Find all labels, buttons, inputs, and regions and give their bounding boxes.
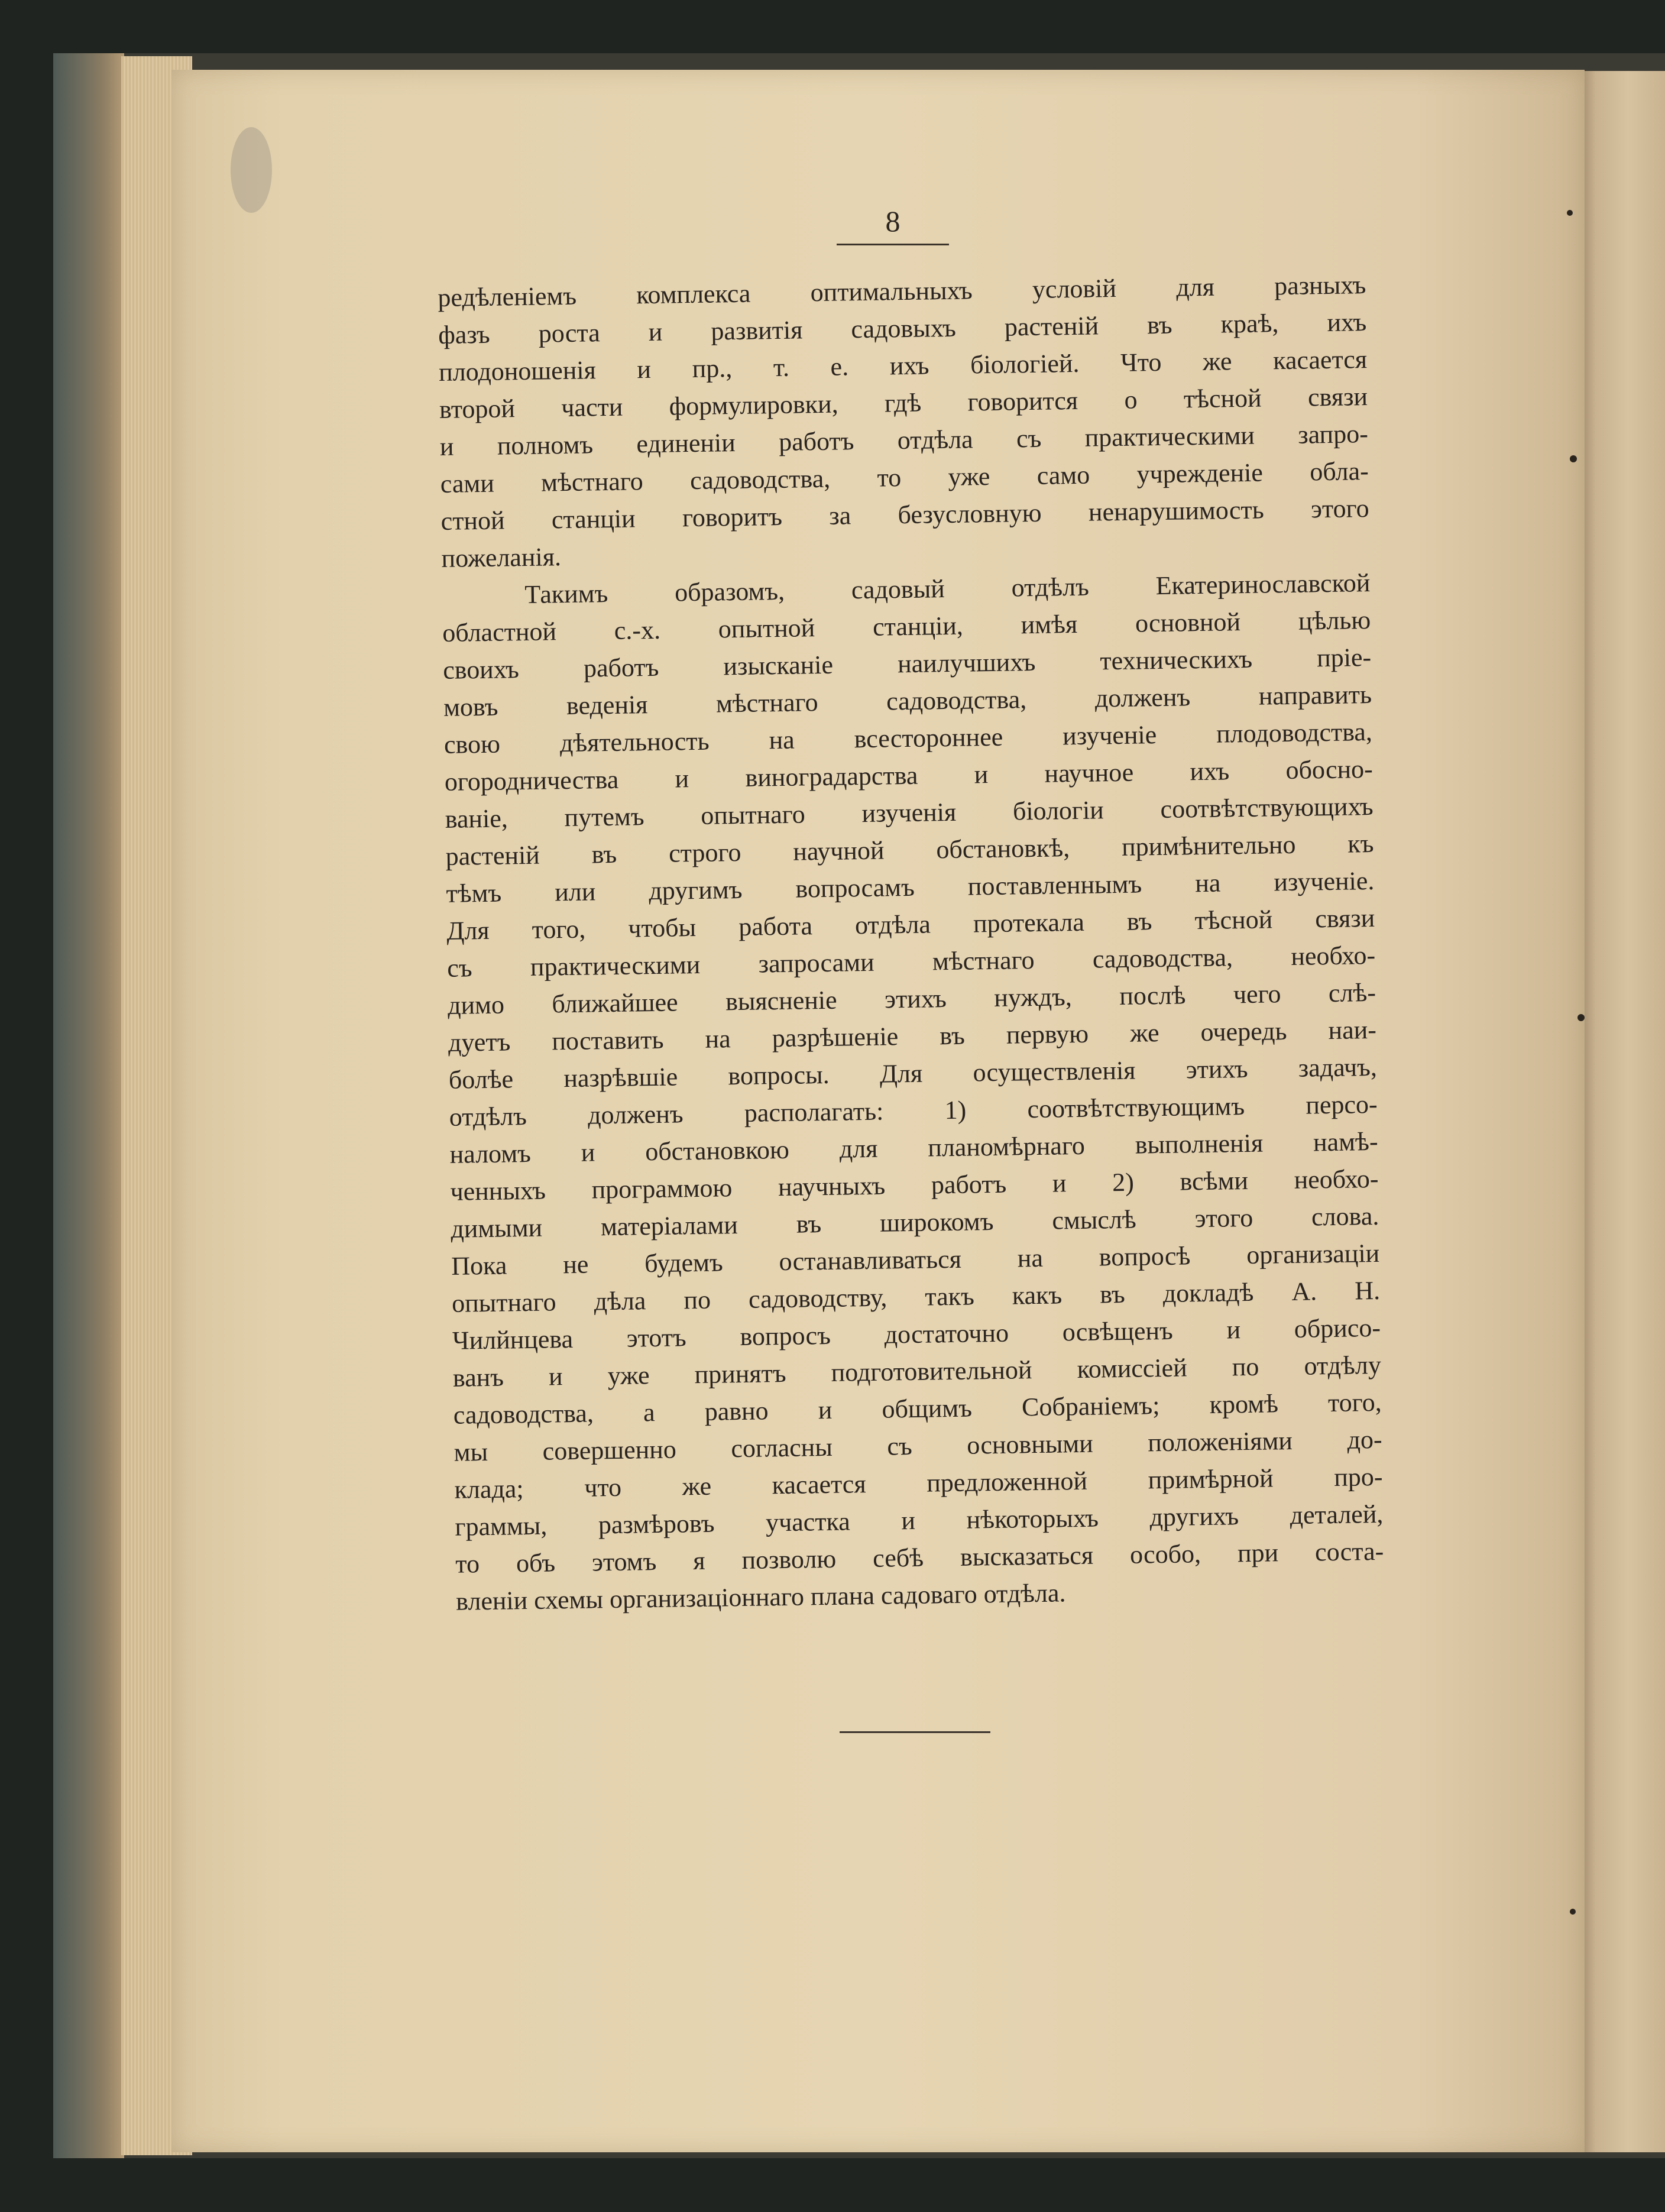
text-line: димыми матеріалами въ широкомъ смыслѣ этого слова. <box>451 1201 1379 1243</box>
text-line: второй части формулировки, гдѣ говорится о тѣсной связи <box>439 382 1368 424</box>
text-line: съ практическими запросами мѣстнаго садоводства, необхо- <box>446 940 1376 983</box>
text-line: дуетъ поставить на разрѣшеніе въ первую же очередь наи- <box>448 1015 1377 1057</box>
text-line: плодоношенія и пр., т. е. ихъ біологіей. Что же касается <box>438 345 1368 387</box>
text-line: редѣленіемъ комплекса оптимальныхъ условій для разныхъ <box>438 270 1366 312</box>
text-line: областной с.-х. опытной станціи, имѣя основной цѣлью <box>442 605 1371 647</box>
paragraph-1 <box>438 266 1370 577</box>
text-line: ваніе, путемъ опытнаго изученія біологіи соотвѣтствующихъ <box>445 791 1374 834</box>
text-line: ченныхъ программою научныхъ работъ и 2) всѣми необхо- <box>450 1164 1379 1206</box>
text-line: стной станціи говоритъ за безусловную ненарушимость этого <box>440 494 1369 536</box>
text-line: Пока не будемъ останавливаться на вопросѣ организаціи <box>451 1238 1380 1281</box>
binding-mark <box>1567 210 1573 216</box>
binding-mark <box>1577 1014 1585 1021</box>
text-line: то объ этомъ я позволю себѣ высказаться особо, при соста- <box>455 1536 1384 1579</box>
text-line: клада; что же касается предложенной примѣрной про- <box>454 1462 1383 1504</box>
text-line: вленіи схемы организаціоннаго плана садоваго отдѣла. <box>455 1578 1066 1616</box>
page-number: 8 <box>885 205 900 238</box>
facing-page-edge <box>1573 71 1665 2152</box>
header-rule <box>837 244 949 245</box>
text-line: опытнаго дѣла по садоводству, такъ какъ въ докладѣ А. Н. <box>451 1275 1381 1318</box>
text-line: и полномъ единеніи работъ отдѣла съ практическими запро- <box>439 419 1369 461</box>
text-line: свою дѣятельность на всестороннее изученіе плодоводства, <box>443 717 1373 759</box>
text-line: отдѣлъ долженъ располагать: 1) соотвѣтствующимъ персо- <box>449 1089 1378 1132</box>
text-line: мовъ веденія мѣстнаго садоводства, долженъ направить <box>443 680 1372 722</box>
paragraph-2 <box>442 564 1384 1620</box>
text-line: ванъ и уже принятъ подготовительной комиссіей по отдѣлу <box>452 1350 1382 1392</box>
text-line: наломъ и обстановкою для планомѣрнаго выполненія намѣ- <box>449 1126 1378 1169</box>
text-line: димо ближайшее выясненіе этихъ нуждъ, послѣ чего слѣ- <box>447 977 1376 1020</box>
text-line: мы совершенно согласны съ основными положеніями до- <box>453 1424 1382 1467</box>
text-line: растеній въ строго научной обстановкѣ, примѣнительно къ <box>445 828 1374 871</box>
text-line: Для того, чтобы работа отдѣла протекала въ тѣсной связи <box>446 903 1375 945</box>
text-line: своихъ работъ изысканіе наилучшихъ техническихъ пріе- <box>442 643 1372 685</box>
text-line: садоводства, а равно и общимъ Собраніемъ; кромѣ того, <box>453 1387 1382 1430</box>
text-line: Такимъ образомъ, садовый отдѣлъ Екатеринославской <box>524 568 1371 609</box>
binding-mark <box>1570 455 1577 462</box>
page-stain <box>231 127 272 213</box>
binding-mark <box>1570 1909 1576 1915</box>
text-line: граммы, размѣровъ участка и нѣкоторыхъ другихъ деталей, <box>455 1499 1384 1541</box>
book-spine-edge <box>53 53 124 2158</box>
text-line: сами мѣстнаго садоводства, то уже само учрежденіе обла- <box>440 456 1369 498</box>
text-line: тѣмъ или другимъ вопросамъ поставленнымъ на изученіе. <box>446 866 1375 908</box>
text-line: фазъ роста и развитія садовыхъ растеній въ краѣ, ихъ <box>438 307 1367 349</box>
text-line: болѣе назрѣвшіе вопросы. Для осуществленія этихъ задачъ, <box>448 1052 1378 1094</box>
text-line: огородничества и виноградарства и научное ихъ обосно- <box>444 754 1374 796</box>
text-line: пожеланія. <box>441 542 562 573</box>
text-line: Чилйнцева этотъ вопросъ достаточно освѣщенъ и обрисо- <box>452 1313 1381 1355</box>
footer-rule <box>840 1731 990 1733</box>
body-text <box>438 266 1385 1620</box>
